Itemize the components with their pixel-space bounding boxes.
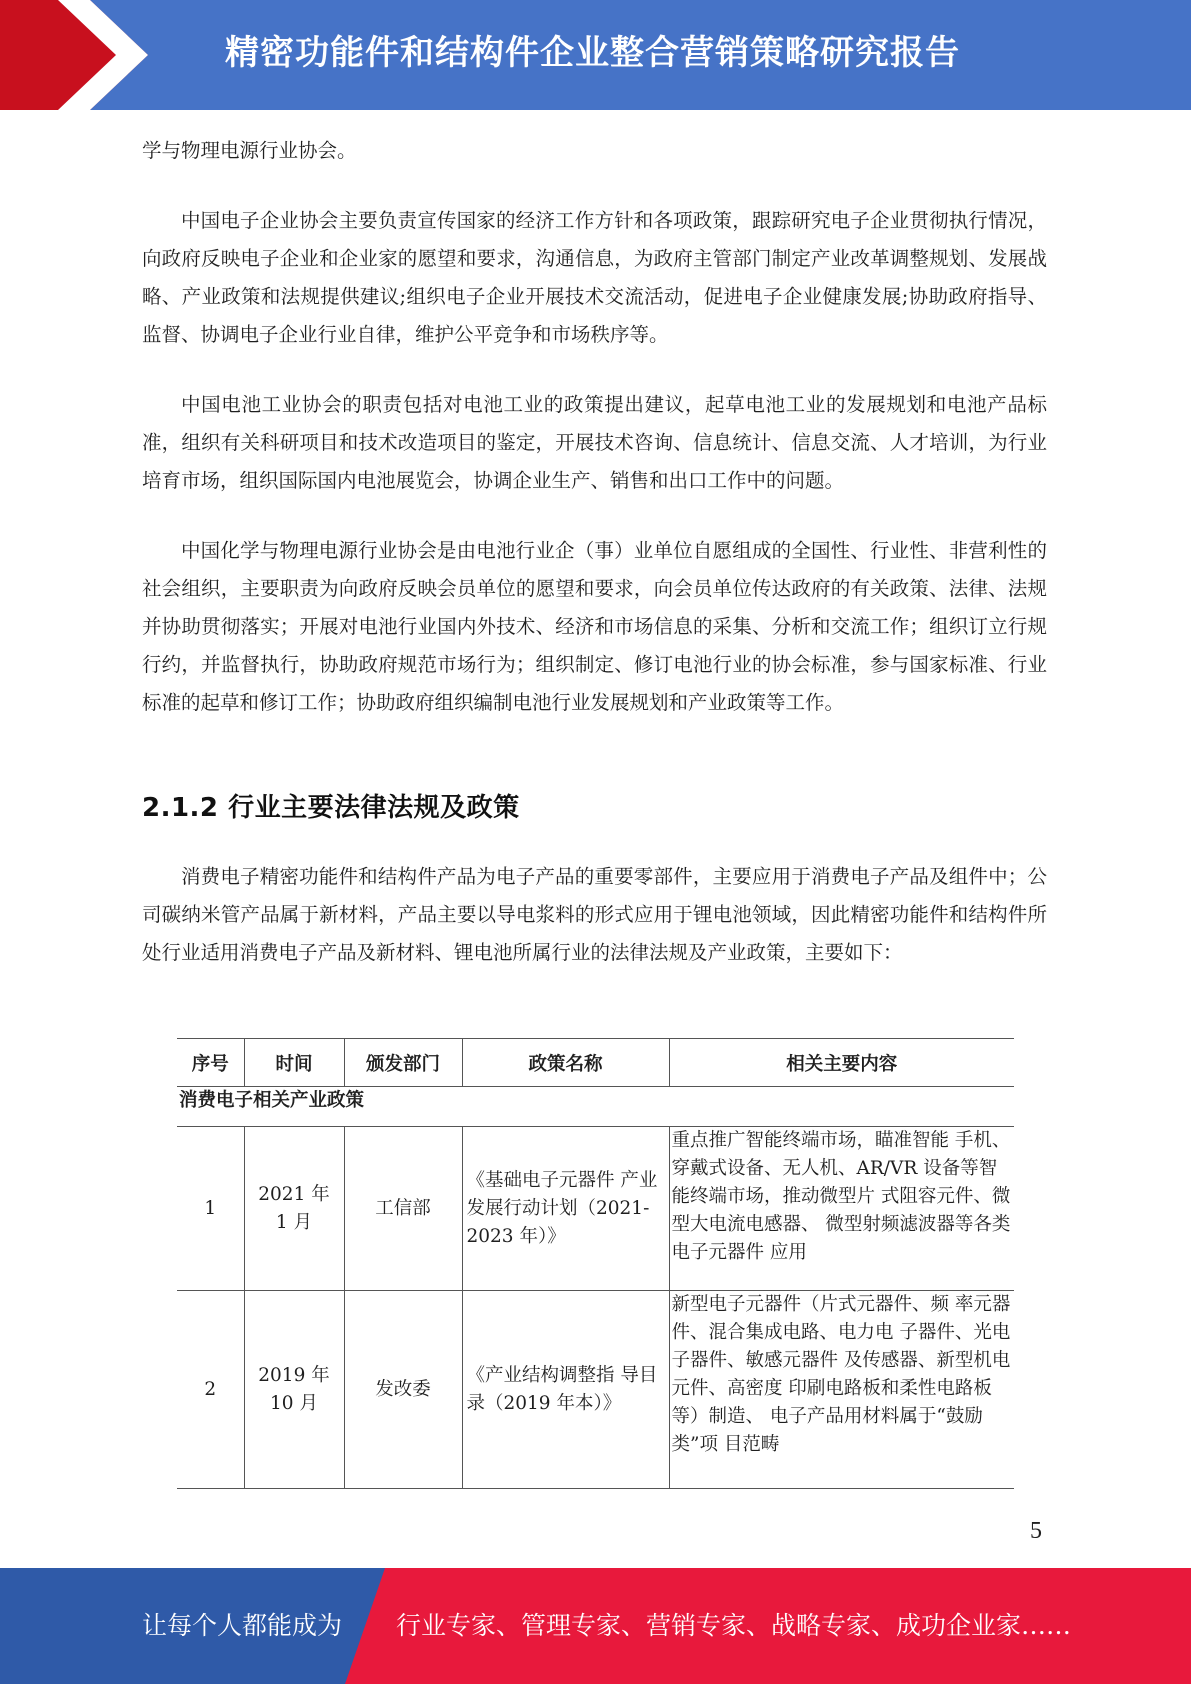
cell-time-month: 10 月	[270, 1392, 318, 1414]
paragraph-power-source-association: 中国化学与物理电源行业协会是由电池行业企（事）业单位自愿组成的全国性、行业性、非营利性的社会组织，主要职责为向政府反映会员单位的愿望和要求，向会员单位传达政府的有关政策、法律、法规并协助贯彻落实；开展对电池行业国内外技术、经济和市场信息的采集、分析和交流工作；组织订立行规行约，并监督执行，协助政府规范市场行为；组织制定、修订电池行业的协会标准，参与国家标准、行业标准的起草和修订工作；协助政府组织编制电池行业发展规划和产业政策等工作。	[142, 539, 1047, 714]
table-category-row	[177, 1087, 1014, 1127]
category-label: 消费电子相关产业政策	[177, 1087, 1014, 1127]
cell-time	[244, 1291, 344, 1489]
table-header-row	[177, 1039, 1014, 1087]
header-arrow-icon	[0, 0, 260, 110]
page-header	[0, 0, 1191, 110]
cell-no: 1	[177, 1127, 244, 1291]
footer-slogan-left: 让每个人都能成为	[142, 1611, 343, 1640]
header-title: 精密功能件和结构件企业整合营销策略研究报告	[225, 33, 960, 73]
cell-policy: 《产业结构调整指 导目录（2019 年本）》	[462, 1291, 669, 1489]
cell-content: 新型电子元器件（片式元器件、频 率元器件、混合集成电路、电力电 子器件、光电子器件、敏感元器件 及传感器、新型机电元件、高密度 印刷电路板和柔性电路板等）制造、 电子产品用材料属于“鼓励类”项 目范畴	[669, 1291, 1014, 1489]
cell-time-year: 2019 年	[258, 1364, 330, 1386]
paragraph-1: 学与物理电源行业协会。	[142, 139, 357, 162]
table-row	[177, 1291, 1014, 1489]
cell-time-year: 2021 年	[258, 1183, 330, 1205]
cell-no: 2	[177, 1291, 244, 1489]
paragraph-battery-association: 中国电池工业协会的职责包括对电池工业的政策提出建议，起草电池工业的发展规划和电池产品标准，组织有关科研项目和技术改造项目的鉴定，开展技术咨询、信息统计、信息交流、人才培训，为行业培育市场，组织国际国内电池展览会，协调企业生产、销售和出口工作中的问题。	[142, 393, 1047, 492]
page-footer	[0, 1568, 1191, 1684]
policy-table	[177, 1038, 1014, 1489]
cell-policy: 《基础电子元器件 产业发展行动计划（2021-2023 年）》	[462, 1127, 669, 1291]
paragraph-electronics-association: 中国电子企业协会主要负责宣传国家的经济工作方针和各项政策，跟踪研究电子企业贯彻执行情况，向政府反映电子企业和企业家的愿望和要求，沟通信息，为政府主管部门制定产业改革调整规划、发展战略、产业政策和法规提供建议;组织电子企业开展技术交流活动，促进电子企业健康发展;协助政府指导、监督、协调电子企业行业自律，维护公平竞争和市场秩序等。	[142, 209, 1047, 346]
header-dept: 颁发部门	[344, 1039, 462, 1087]
cell-dept: 工信部	[344, 1127, 462, 1291]
table-row	[177, 1127, 1014, 1291]
cell-time-month: 1 月	[275, 1211, 313, 1233]
header-time: 时间	[244, 1039, 344, 1087]
paragraph-policy-intro: 消费电子精密功能件和结构件产品为电子产品的重要零部件，主要应用于消费电子产品及组件中；公司碳纳米管产品属于新材料，产品主要以导电浆料的形式应用于锂电池领域，因此精密功能件和结构件所处行业适用消费电子产品及新材料、锂电池所属行业的法律法规及产业政策，主要如下：	[142, 865, 1047, 964]
cell-time	[244, 1127, 344, 1291]
header-policy: 政策名称	[462, 1039, 669, 1087]
cell-content: 重点推广智能终端市场，瞄准智能 手机、穿戴式设备、无人机、AR/VR 设备等智能终端市场，推动微型片 式阻容元件、微型大电流电感器、 微型射频滤波器等各类电子元器件 应用	[669, 1127, 1014, 1291]
cell-dept: 发改委	[344, 1291, 462, 1489]
header-content: 相关主要内容	[669, 1039, 1014, 1087]
header-no: 序号	[177, 1039, 244, 1087]
footer-slogan-right: 行业专家、管理专家、营销专家、战略专家、成功企业家……	[396, 1611, 1072, 1640]
page-number: 5	[1030, 1518, 1042, 1544]
section-heading: 2.1.2 行业主要法律法规及政策	[142, 793, 520, 823]
